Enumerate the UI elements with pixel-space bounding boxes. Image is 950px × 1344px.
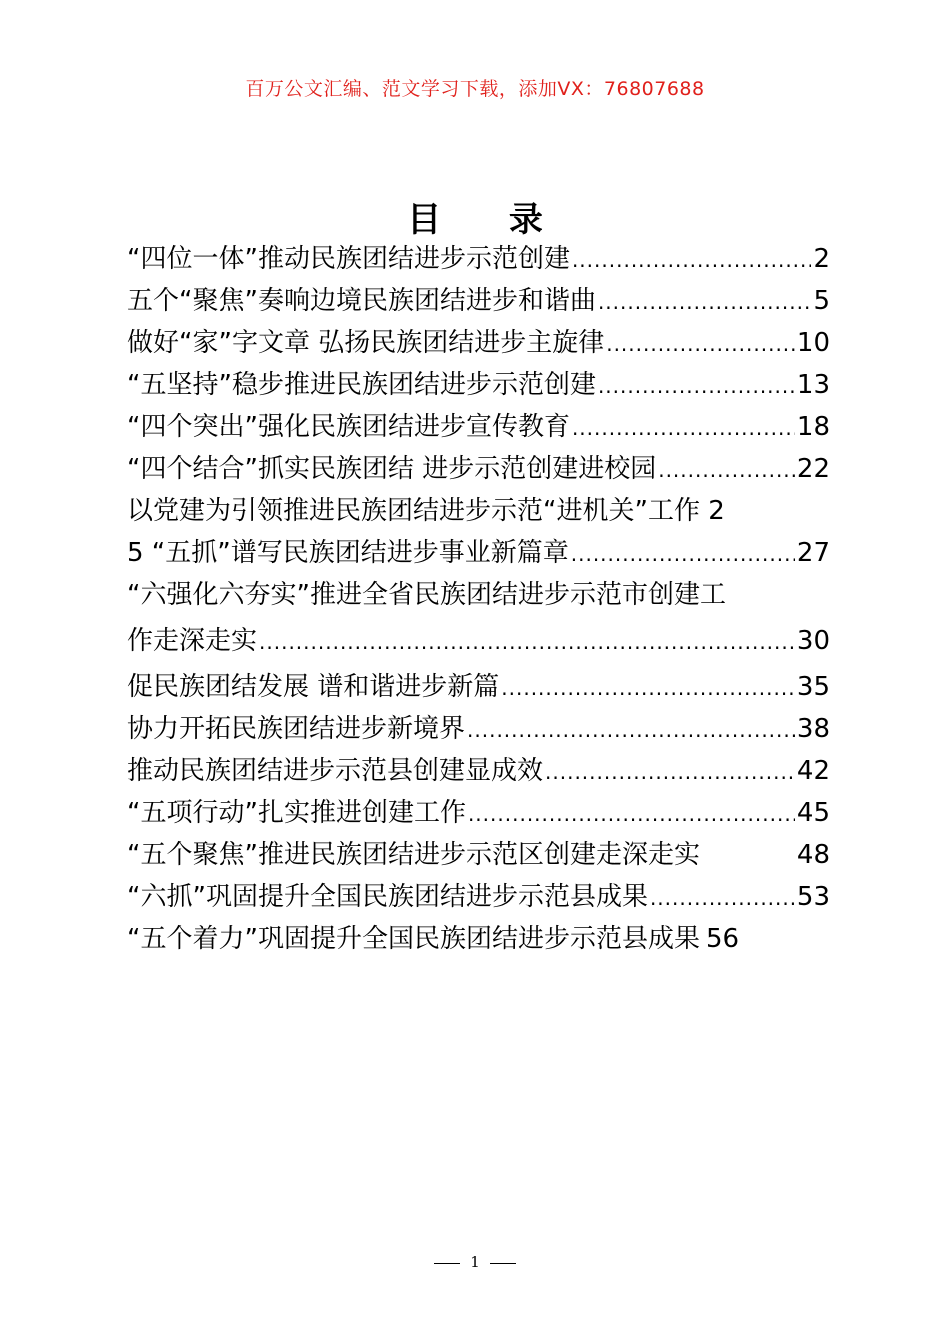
toc-entry-page: 13	[796, 370, 830, 400]
toc-entry-title: “四个突出”强化民族团结进步宣传教育	[127, 412, 570, 442]
toc-leader-dots	[571, 533, 795, 574]
toc-entry-page: 22	[796, 454, 830, 484]
toc-leader-dots	[468, 793, 795, 834]
toc-entry-title: 推动民族团结进步示范县创建显成效	[127, 756, 544, 786]
toc-leader-dots	[545, 751, 795, 792]
toc-entry-title: “五个聚焦”推进民族团结进步示范区创建走深走实	[127, 840, 700, 870]
toc-entry[interactable]	[127, 834, 830, 876]
toc-entry-title: “六抓”巩固提升全国民族团结进步示范县成果	[127, 882, 648, 912]
toc-entry-page: 45	[796, 798, 830, 828]
toc-entry-title: “六强化六夯实”推进全省民族团结进步示范市创建工	[127, 580, 726, 610]
toc-entry[interactable]	[127, 406, 830, 448]
toc-leader-dots	[606, 323, 795, 364]
toc-entry[interactable]	[127, 490, 830, 532]
page-number: 1	[470, 1253, 480, 1271]
toc-entry-page: 30	[796, 626, 830, 656]
toc-entry-title: 协力开拓民族团结进步新境界	[127, 714, 466, 744]
toc-entry-page: 48	[796, 840, 830, 870]
toc-entry[interactable]	[127, 574, 830, 616]
toc-entry[interactable]	[127, 532, 830, 574]
toc-entry-title: 作走深走实	[127, 626, 258, 656]
toc-entry-title: “四位一体”推动民族团结进步示范创建	[127, 244, 570, 274]
toc-entry-page: 10	[796, 328, 830, 358]
toc-leader-dots	[572, 407, 795, 448]
toc-entry[interactable]	[127, 666, 830, 708]
toc-entry-title: “五个着力”巩固提升全国民族团结进步示范县成果	[127, 924, 700, 954]
toc-entry[interactable]	[127, 708, 830, 750]
toc-entry[interactable]	[127, 620, 830, 662]
toc-entry-title: “四个结合”抓实民族团结 进步示范创建进校园	[127, 454, 657, 484]
toc-entry[interactable]	[127, 238, 830, 280]
toc-leader-dots	[467, 709, 795, 750]
toc-leader-dots	[259, 621, 795, 662]
page-footer	[0, 1253, 950, 1271]
toc-entry-page: 5	[813, 286, 830, 316]
toc-entry-title: “五坚持”稳步推进民族团结进步示范创建	[127, 370, 596, 400]
toc-entry[interactable]	[127, 322, 830, 364]
toc-leader-dots	[572, 239, 812, 280]
toc-entry-title: “五项行动”扎实推进创建工作	[127, 798, 466, 828]
toc-entry-title: 5 “五抓”谱写民族团结进步事业新篇章	[127, 538, 569, 568]
toc-entry-title: 以党建为引领推进民族团结进步示范“进机关”工作 2	[127, 496, 725, 526]
toc-entry[interactable]	[127, 792, 830, 834]
toc-entry-page: 38	[796, 714, 830, 744]
toc-entry-page: 42	[796, 756, 830, 786]
toc-leader-dots	[598, 365, 795, 406]
toc-leader-dots	[658, 449, 795, 490]
toc-entry-title: 五个“聚焦”奏响边境民族团结进步和谐曲	[127, 286, 596, 316]
toc-entry-title: 促民族团结发展 谱和谐进步新篇	[127, 672, 500, 702]
toc-entry[interactable]	[127, 448, 830, 490]
header-note: 百万公文汇编、范文学习下载，添加VX：76807688	[245, 78, 705, 100]
toc-entry[interactable]	[127, 280, 830, 322]
toc-entry[interactable]	[127, 918, 830, 960]
toc-entry-page: 56	[705, 924, 740, 954]
toc-leader-dots	[650, 877, 795, 918]
table-of-contents	[127, 238, 830, 960]
toc-leader-dots	[501, 667, 795, 708]
toc-entry-page: 27	[796, 538, 830, 568]
toc-title: 目 录	[407, 200, 571, 240]
footer-dash-right	[490, 1263, 516, 1264]
toc-entry-page: 2	[813, 244, 830, 274]
toc-entry[interactable]	[127, 876, 830, 918]
toc-entry-page: 53	[796, 882, 830, 912]
toc-entry[interactable]	[127, 750, 830, 792]
toc-entry[interactable]	[127, 364, 830, 406]
footer-dash-left	[434, 1263, 460, 1264]
toc-entry-page: 18	[796, 412, 830, 442]
toc-leader-dots	[598, 281, 812, 322]
toc-entry-page: 35	[796, 672, 830, 702]
toc-entry-title: 做好“家”字文章 弘扬民族团结进步主旋律	[127, 328, 605, 358]
